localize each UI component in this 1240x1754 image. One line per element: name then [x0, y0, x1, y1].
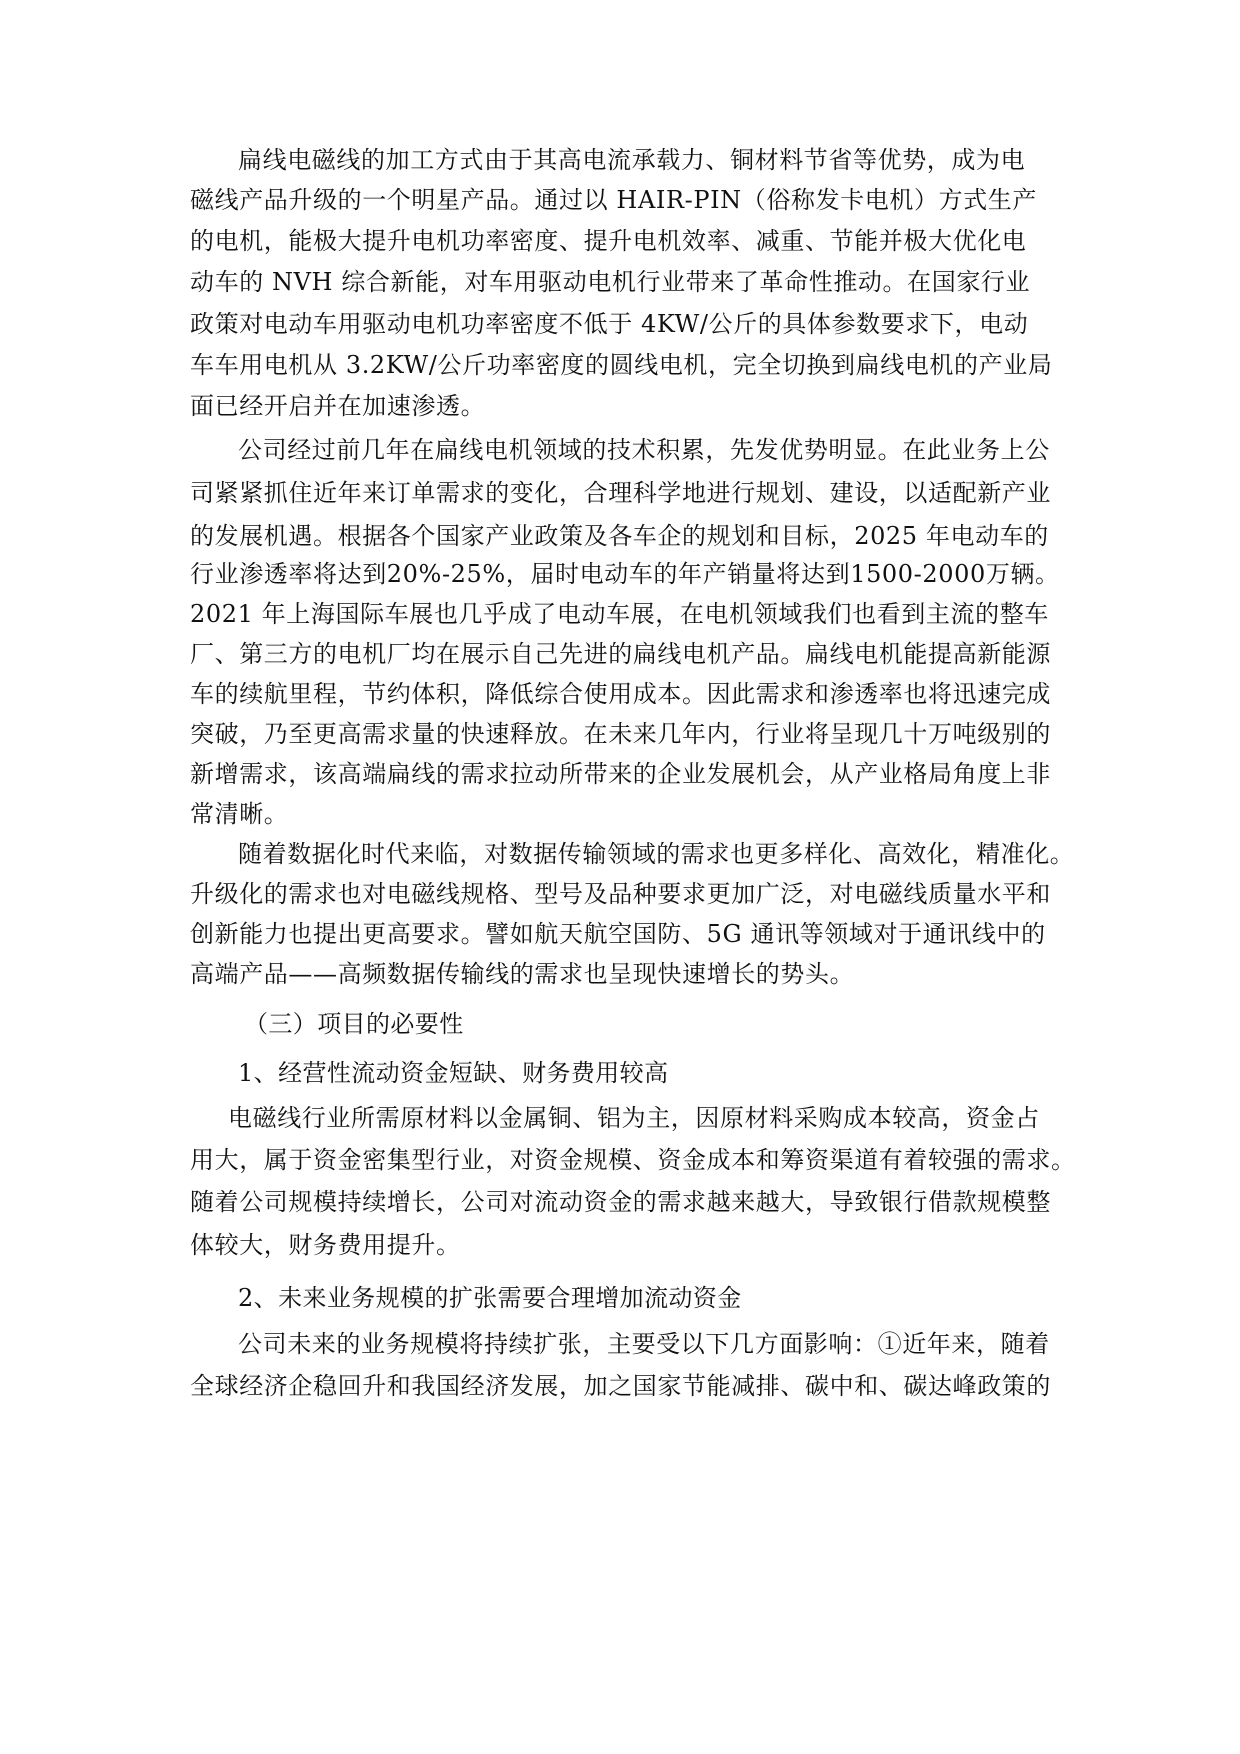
subheading-1: 1、经营性流动资金短缺、财务费用较高: [238, 1059, 669, 1087]
paragraph-1-line-6: 车车用电机从 3.2KW/公斤功率密度的圆线电机，完全切换到扁线电机的产业局: [190, 351, 1053, 379]
paragraph-1-line-7: 面已经开启并在加速渗透。: [190, 392, 486, 420]
paragraph-1-line-4: 动车的 NVH 综合新能，对车用驱动电机行业带来了革命性推动。在国家行业: [190, 268, 1031, 296]
paragraph-2-line-10: 常清晰。: [190, 800, 289, 828]
paragraph-1-line-2: 磁线产品升级的一个明星产品。通过以 HAIR-PIN（俗称发卡电机）方式生产: [190, 186, 1037, 214]
paragraph-2-line-6: 厂、第三方的电机厂均在展示自己先进的扁线电机产品。扁线电机能提高新能源: [190, 640, 1051, 668]
paragraph-2-line-9: 新增需求，该高端扁线的需求拉动所带来的企业发展机会，从产业格局角度上非: [190, 760, 1051, 788]
paragraph-5-line-2: 全球经济企稳回升和我国经济发展，加之国家节能减排、碳中和、碳达峰政策的: [190, 1372, 1051, 1400]
paragraph-2-line-4: 行业渗透率将达到20%-25%，届时电动车的年产销量将达到1500-2000万辆。: [190, 560, 1060, 588]
paragraph-3-line-2: 升级化的需求也对电磁线规格、型号及品种要求更加广泛，对电磁线质量水平和: [190, 880, 1051, 908]
paragraph-3-line-4: 高端产品——高频数据传输线的需求也呈现快速增长的势头。: [190, 960, 855, 988]
paragraph-2-line-8: 突破，乃至更高需求量的快速释放。在未来几年内，行业将呈现几十万吨级别的: [190, 720, 1051, 748]
section-heading: （三）项目的必要性: [244, 1010, 464, 1038]
subheading-2: 2、未来业务规模的扩张需要合理增加流动资金: [238, 1284, 742, 1312]
paragraph-4-line-2: 用大，属于资金密集型行业，对资金规模、资金成本和筹资渠道有着较强的需求。: [190, 1146, 1076, 1174]
paragraph-5-line-1: 公司未来的业务规模将持续扩张，主要受以下几方面影响：①近年来，随着: [238, 1330, 1050, 1358]
paragraph-4-line-1: 电磁线行业所需原材料以金属铜、铝为主，因原材料采购成本较高，资金占: [228, 1104, 1040, 1132]
paragraph-4-line-3: 随着公司规模持续增长，公司对流动资金的需求越来越大，导致银行借款规模整: [190, 1188, 1051, 1216]
paragraph-1-line-5: 政策对电动车用驱动电机功率密度不低于 4KW/公斤的具体参数要求下，电动: [190, 310, 1029, 338]
paragraph-2-line-7: 车的续航里程，节约体积，降低综合使用成本。因此需求和渗透率也将迅速完成: [190, 680, 1051, 708]
paragraph-4-line-4: 体较大，财务费用提升。: [190, 1231, 461, 1259]
paragraph-2-line-2: 司紧紧抓住近年来订单需求的变化，合理科学地进行规划、建设，以适配新产业: [190, 479, 1051, 507]
paragraph-2-line-3: 的发展机遇。根据各个国家产业政策及各车企的规划和目标，2025 年电动车的: [190, 522, 1049, 550]
paragraph-1-line-1: 扁线电磁线的加工方式由于其高电流承载力、铜材料节省等优势，成为电: [238, 146, 1026, 174]
paragraph-2-line-5: 2021 年上海国际车展也几乎成了电动车展，在电机领域我们也看到主流的整车: [190, 600, 1049, 628]
paragraph-3-line-3: 创新能力也提出更高要求。譬如航天航空国防、5G 通讯等领域对于通讯线中的: [190, 920, 1046, 948]
paragraph-2-line-1: 公司经过前几年在扁线电机领域的技术积累，先发优势明显。在此业务上公: [238, 436, 1050, 464]
paragraph-3-line-1: 随着数据化时代来临，对数据传输领域的需求也更多样化、高效化，精准化。: [238, 840, 1075, 868]
paragraph-1-line-3: 的电机，能极大提升电机功率密度、提升电机效率、减重、节能并极大优化电: [190, 227, 1027, 255]
